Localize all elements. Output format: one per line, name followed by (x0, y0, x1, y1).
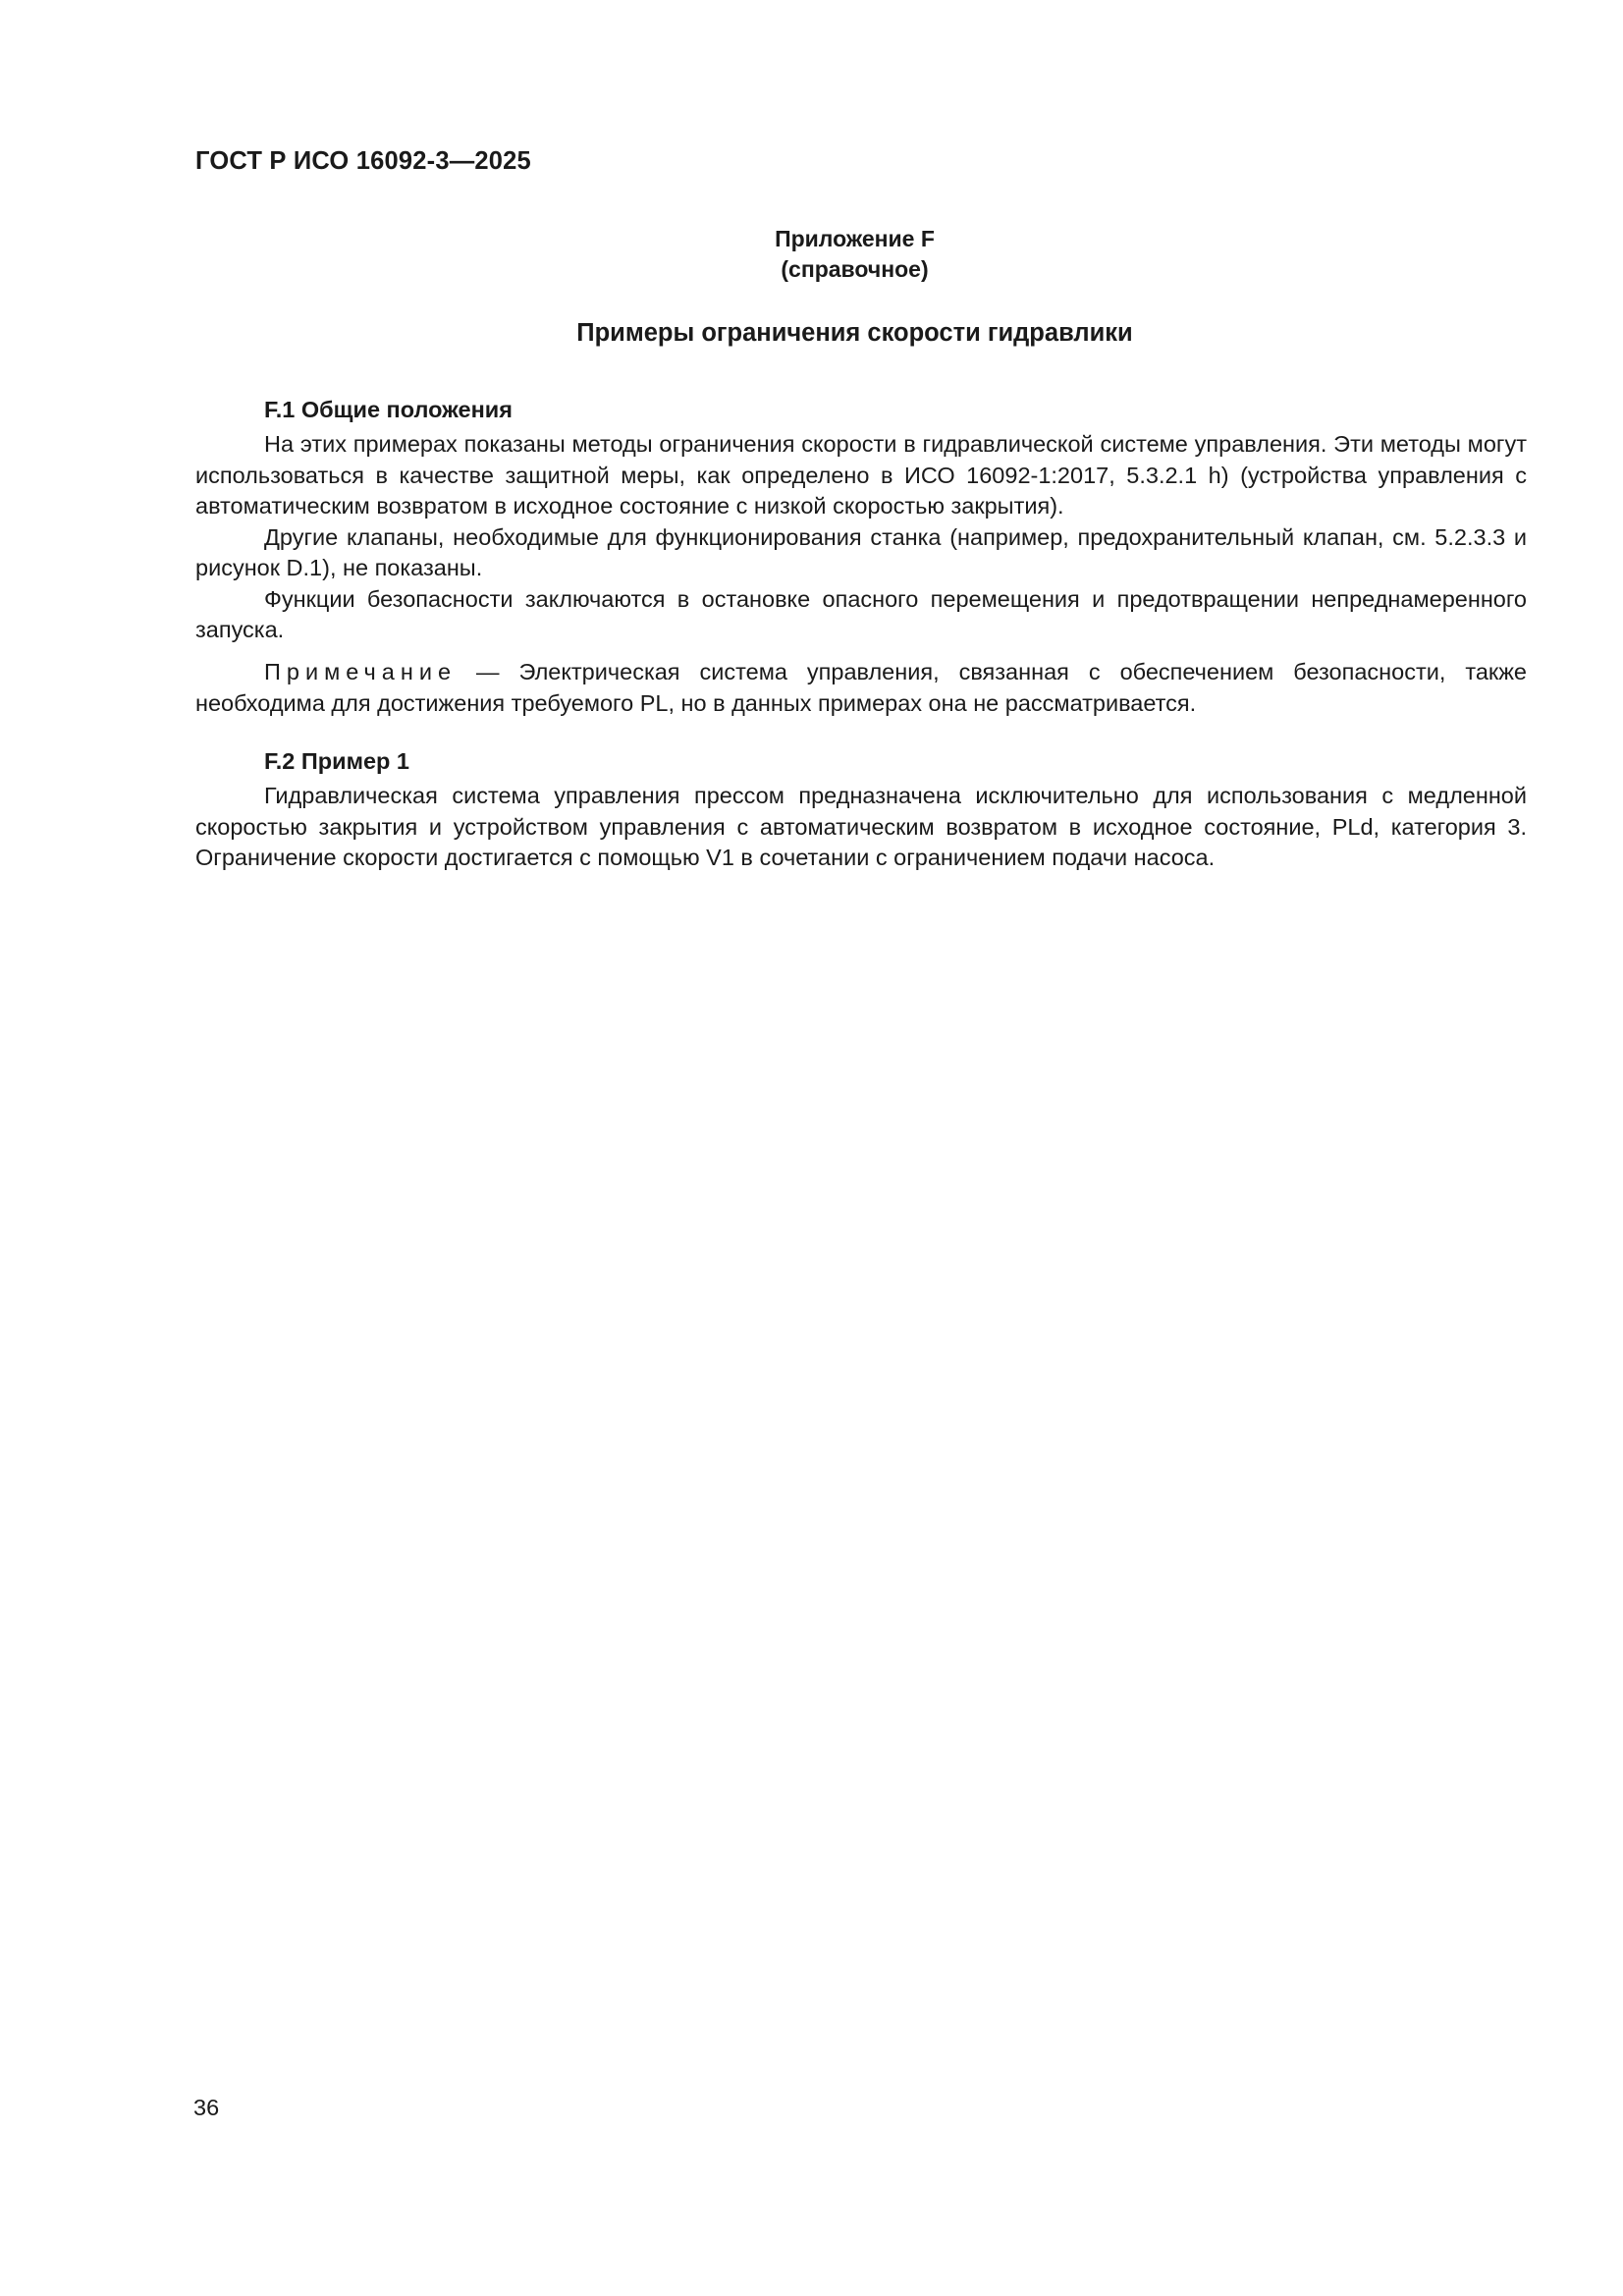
annex-kind: (справочное) (781, 256, 929, 282)
annex-label: Приложение F (775, 226, 935, 251)
paragraph: Функции безопасности заключаются в остановке опасного перемещения и предотвращении непреднамеренного запуска. (195, 585, 1527, 642)
note-text: — Электрическая система управления, связанная с обеспечением безопасности, также необходима для достижения требуемого PL, но в данных примерах она не рассматривается. (195, 659, 1527, 716)
section-f2-body (195, 781, 1527, 874)
paragraph: Гидравлическая система управления прессом предназначена исключительно для использования с медленной скоростью закрытия и устройством управления с автоматическим возвратом в исходное состояние, PLd, категория 3. Ограничение скорости достигается с помощью V1 в сочетании с ограничением подачи насоса. (195, 783, 1527, 870)
paragraph: Другие клапаны, необходимые для функционирования станка (например, предохранительный клапан, см. 5.2.3.3 и рисунок D.1), не показаны. (195, 523, 1527, 580)
note (195, 657, 1527, 719)
page-number: 36 (193, 2095, 220, 2120)
section-heading-f1: F.1 Общие положения (264, 397, 513, 422)
document-code: ГОСТ Р ИСО 16092-3—2025 (195, 147, 531, 175)
note-label: Примечание (264, 659, 458, 684)
section-heading-f2: F.2 Пример 1 (264, 748, 409, 774)
note-block (195, 657, 1527, 719)
annex-title: Примеры ограничения скорости гидравлики (576, 319, 1133, 347)
paragraph: На этих примерах показаны методы ограничения скорости в гидравлической системе управления. Эти методы могут использоваться в качестве защитной меры, как определено в ИСО 16092-1:2017, 5.3.2.1 h) (устройства управления с автоматическим возвратом в исходное состояние с низкой скоростью закрытия). (195, 431, 1527, 519)
section-f1-body (195, 429, 1527, 646)
